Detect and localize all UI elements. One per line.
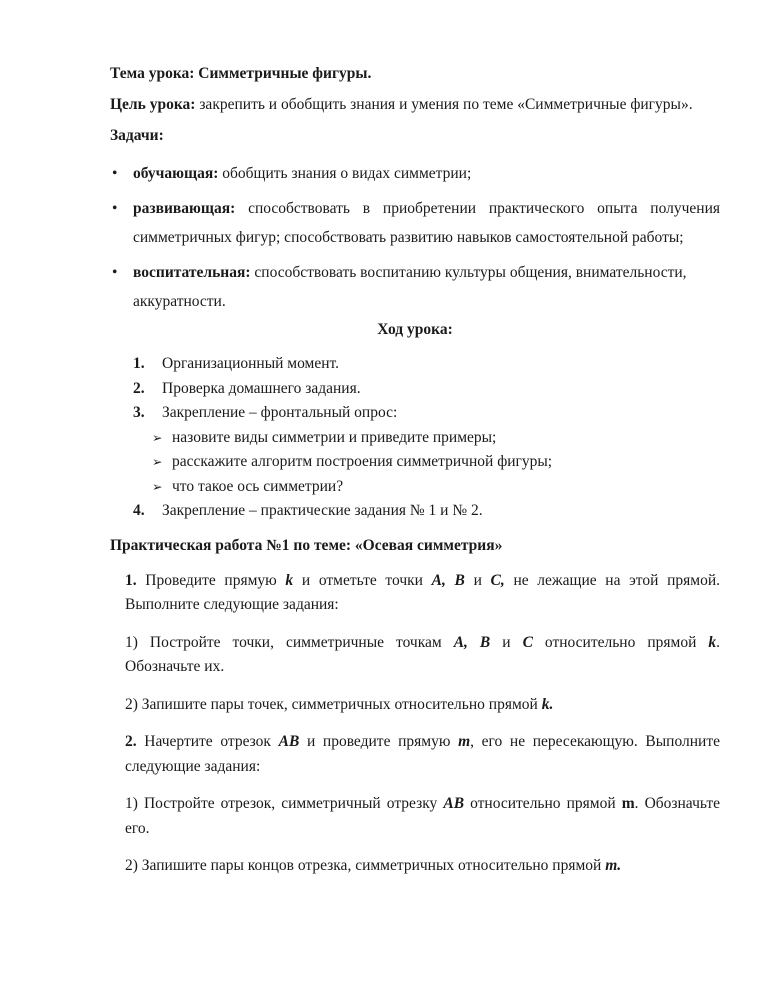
- practical-task-2-sub-2: [110, 854, 720, 879]
- arrowhead-bullet-icon: ➢: [152, 478, 163, 494]
- lesson-topic: [110, 66, 720, 82]
- lesson-tasks-label: [110, 128, 720, 144]
- text-segment: A,: [431, 571, 446, 589]
- text-segment: Проведите прямую: [136, 571, 286, 589]
- text-segment: Выполните следующие задания:: [125, 596, 339, 613]
- text-line: [125, 655, 720, 680]
- objective-bullet-teaching: [110, 159, 720, 188]
- practical-work-heading: Практическая работа №1 по теме: «Осевая симметрия»: [110, 536, 503, 554]
- text-segment: относительно прямой: [464, 795, 622, 812]
- objective-text: [133, 258, 720, 316]
- text-segment: обучающая:: [133, 165, 219, 182]
- text-segment: относительно прямой: [532, 633, 709, 651]
- list-number: 4.: [133, 502, 145, 519]
- text-segment: и: [464, 571, 491, 589]
- flow-subitem-text: расскажите алгоритм построения симметричной фигуры;: [172, 453, 553, 470]
- text-segment: закрепить и обобщить знания и умения по теме «Симметричные фигуры».: [195, 96, 693, 113]
- text-line: [125, 792, 720, 817]
- text-segment: m.: [605, 857, 622, 874]
- bullet-icon: •: [112, 264, 118, 281]
- text-segment: m: [621, 795, 635, 812]
- text-segment: k: [285, 571, 294, 589]
- text-segment: способствовать в приобретении практического опыта получения: [235, 200, 720, 217]
- text-line: [125, 631, 720, 656]
- practical-task-2-sub-1: [110, 792, 720, 841]
- text-segment: A,: [453, 633, 468, 651]
- text-segment: .: [716, 633, 720, 651]
- text-line: [125, 854, 720, 879]
- text-segment: 2.: [125, 733, 137, 750]
- text-segment: AB: [278, 733, 300, 750]
- text-segment: не лежащие на этой прямой.: [504, 571, 720, 589]
- text-segment: и проведите прямую: [299, 733, 459, 750]
- text-segment: B: [454, 571, 465, 589]
- lesson-goal: [110, 97, 720, 113]
- objective-bullet-educational: [110, 258, 720, 316]
- practical-task-1-sub-2: [110, 693, 720, 718]
- text-segment: и: [490, 633, 523, 651]
- text-segment: следующие задания:: [125, 757, 261, 775]
- text-line: [133, 159, 720, 188]
- text-segment: 1) Постройте отрезок, симметричный отрезку: [125, 795, 444, 812]
- text-line: [125, 817, 720, 842]
- flow-item-3: [110, 401, 720, 426]
- text-segment: [468, 634, 480, 651]
- flow-item-text: Организационный момент.: [162, 355, 340, 372]
- text-segment: [446, 572, 455, 589]
- text-segment: способствовать воспитанию культуры общения, внимательности,: [250, 264, 687, 281]
- text-segment: развивающая:: [133, 200, 236, 217]
- text-segment: Задачи:: [110, 127, 164, 144]
- text-segment: симметричных фигур; способствовать развитию навыков самостоятельной работы;: [133, 229, 684, 246]
- practical-task-2: [110, 730, 720, 779]
- flow-item-2: [110, 377, 720, 402]
- flow-subitem-2: [110, 450, 720, 475]
- flow-item-text: Закрепление – фронтальный опрос:: [162, 404, 398, 421]
- flow-item-text: Проверка домашнего задания.: [162, 379, 361, 397]
- text-line: [133, 194, 720, 223]
- text-line: [125, 755, 720, 780]
- flow-subitem-text: что такое ось симметрии?: [172, 477, 344, 495]
- text-segment: 1) Постройте точки, симметричные точкам: [125, 633, 454, 651]
- text-segment: . Обозначьте: [634, 795, 720, 812]
- text-segment: 2) Запишите пары концов отрезка, симметричных относительно прямой: [125, 857, 606, 874]
- objective-text: [133, 194, 720, 252]
- flow-item-text: Закрепление – практические задания № 1 и № 2.: [162, 502, 483, 519]
- text-line: [125, 730, 720, 755]
- flow-subitem-text: назовите виды симметрии и приведите примеры;: [172, 428, 497, 446]
- text-segment: его.: [125, 819, 150, 837]
- flow-item-1: [110, 352, 720, 377]
- text-line: [133, 258, 720, 287]
- text-segment: воспитательная:: [133, 264, 251, 281]
- practical-task-1-sub-1: [110, 631, 720, 680]
- lesson-flow-heading: Ход урока:: [377, 321, 453, 338]
- text-segment: и отметьте точки: [293, 571, 432, 589]
- list-number: 3.: [133, 404, 145, 421]
- objective-text: [133, 159, 720, 188]
- text-segment: C,: [490, 571, 505, 589]
- text-line: [133, 223, 720, 252]
- bullet-icon: •: [112, 200, 118, 217]
- arrowhead-bullet-icon: ➢: [152, 429, 163, 445]
- text-segment: 2) Запишите пары точек, симметричных относительно прямой: [125, 695, 542, 713]
- text-segment: Обозначьте их.: [125, 658, 225, 675]
- arrowhead-bullet-icon: ➢: [152, 454, 163, 469]
- text-segment: C: [522, 633, 533, 651]
- text-segment: m: [458, 733, 471, 750]
- practical-task-1: [110, 569, 720, 618]
- list-number: 2.: [133, 379, 145, 397]
- text-segment: Тема урока: Симметричные фигуры.: [110, 65, 372, 82]
- text-segment: обобщить знания о видах симметрии;: [218, 165, 472, 182]
- text-segment: B: [479, 633, 491, 651]
- text-segment: , его не пересекающую. Выполните: [470, 733, 720, 750]
- text-line: [125, 593, 720, 618]
- text-line: [133, 287, 720, 316]
- text-segment: k: [708, 633, 717, 651]
- text-segment: 1.: [125, 571, 137, 589]
- text-segment: аккуратности.: [133, 293, 226, 310]
- flow-subitem-1: [110, 426, 720, 451]
- flow-item-4: [110, 499, 720, 524]
- text-segment: k.: [541, 695, 554, 713]
- list-number: 1.: [133, 355, 145, 372]
- text-segment: AB: [443, 795, 465, 812]
- text-line: [125, 569, 720, 594]
- text-segment: Начертите отрезок: [136, 733, 279, 750]
- text-line: [125, 693, 720, 718]
- flow-subitem-3: [110, 475, 720, 500]
- text-segment: Цель урока:: [110, 96, 196, 113]
- bullet-icon: •: [112, 165, 118, 182]
- objective-bullet-developing: [110, 194, 720, 252]
